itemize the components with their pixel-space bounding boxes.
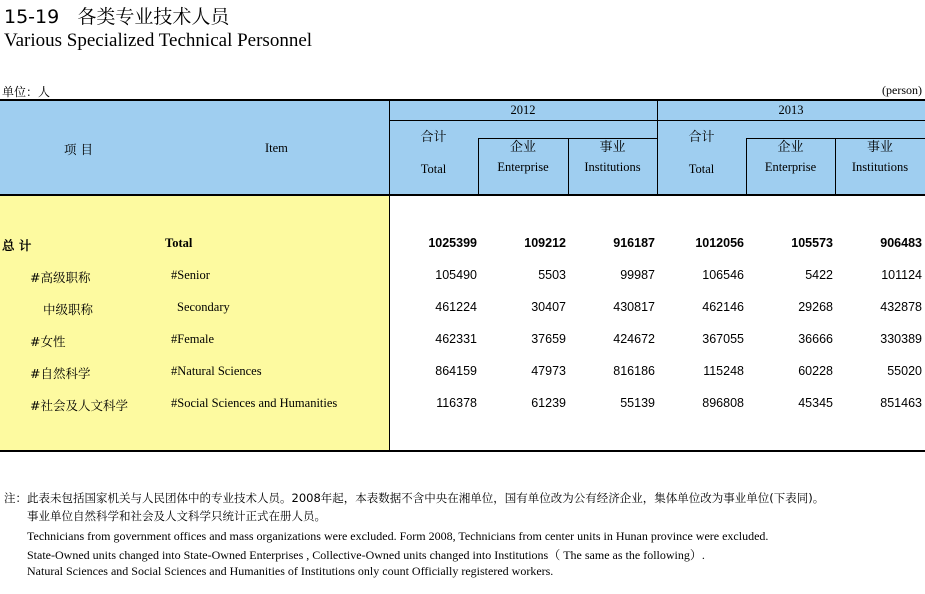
table-cell: 896808 [702, 396, 744, 410]
table-cell: 864159 [435, 364, 477, 378]
table-cell: 330389 [880, 332, 922, 346]
table-cell: 45345 [798, 396, 833, 410]
table-cell: 462331 [435, 332, 477, 346]
header-institutions-2013: 事业 Institutions [851, 140, 909, 174]
table-cell: 851463 [880, 396, 922, 410]
table-cell: 1025399 [428, 236, 477, 250]
header-enterprise-2013: 企业 Enterprise [764, 140, 817, 174]
table-cell: 430817 [613, 300, 655, 314]
table-cell: 55139 [620, 396, 655, 410]
header-institutions-2012: 事业 Institutions [584, 140, 641, 174]
table-cell: 432878 [880, 300, 922, 314]
table-cell: 424672 [613, 332, 655, 346]
header-bottom-rule [0, 194, 925, 196]
table-cell: 101124 [881, 268, 922, 282]
table-cell: 461224 [435, 300, 477, 314]
row-label-cn: #女性 [30, 334, 66, 349]
note-cn-line2: 事业单位自然科学和社会及人文科学只统计正式在册人员。 [27, 509, 326, 523]
note-en-line2: State-Owned units changed into State-Owned Enterprises , Collective-Owned units changed into Institutions（ The same as the following）. [27, 548, 705, 562]
row-label-en: Secondary [177, 300, 230, 314]
row-label-en: #Natural Sciences [171, 364, 262, 378]
table-cell: 106546 [702, 268, 744, 282]
table-cell: 61239 [531, 396, 566, 410]
table-cell: 105490 [435, 268, 477, 282]
row-label-en: #Social Sciences and Humanities [171, 396, 338, 410]
table-cell: 36666 [798, 332, 833, 346]
row-label-en: #Senior [171, 268, 210, 282]
table-cell: 109212 [524, 236, 566, 250]
table-cell: 367055 [702, 332, 744, 346]
title-cn-text: 各类专业技术人员 [77, 6, 230, 28]
table-cell: 37659 [531, 332, 566, 346]
header-enterprise-2012: 企业 Enterprise [497, 140, 549, 174]
table-cell: 916187 [613, 236, 655, 250]
note-en-line3: Natural Sciences and Social Sciences and Humanities of Institutions only count Officially registered workers. [27, 564, 554, 578]
table-cell: 816186 [613, 364, 655, 378]
unit-label: 单位：人 [2, 85, 51, 99]
item-header-en: Item [265, 141, 288, 155]
table-cell: 30407 [531, 300, 566, 314]
row-label-cn: 总 计 [2, 238, 32, 253]
table-bottom-rule [0, 450, 925, 452]
year-2012: 2012 [510, 103, 536, 117]
year-2013: 2013 [778, 103, 804, 117]
note-cn-line1: 注：此表未包括国家机关与人民团体中的专业技术人员。2008年起，本表数据不含中央在湘单位，国有单位改为公有经济企业，集体单位改为事业单位(下表同)。 [4, 491, 825, 505]
item-header-cn: 项 目 [64, 142, 93, 157]
row-label-cn: 中级职称 [43, 302, 94, 317]
page-title-en: Various Specialized Technical Personnel [4, 30, 313, 51]
header-total-2012: 合计 Total [420, 130, 447, 176]
table-cell: 47973 [531, 364, 566, 378]
table-cell: 55020 [887, 364, 922, 378]
table-cell: 1012056 [695, 236, 744, 250]
table-cell: 99987 [620, 268, 655, 282]
table-cell: 116378 [436, 396, 477, 410]
table-cell: 105573 [791, 236, 833, 250]
page-title-cn [4, 2, 229, 29]
table-code: 15-19 [4, 6, 60, 28]
unit-label-en: (person) [882, 83, 922, 97]
table-cell: 29268 [798, 300, 833, 314]
table-cell: 60228 [798, 364, 833, 378]
note-en-line1: Technicians from government offices and mass organizations were excluded. Form 2008, Technicians from center units in Hunan province were excluded. [27, 529, 769, 543]
table-top-rule [0, 99, 925, 101]
row-label-cn: #高级职称 [30, 270, 91, 285]
row-label-cn: #自然科学 [30, 366, 91, 381]
table-cell: 462146 [702, 300, 744, 314]
table-cell: 906483 [880, 236, 922, 250]
table-cell: 115248 [703, 364, 744, 378]
row-label-cn: #社会及人文科学 [30, 398, 128, 413]
table-cell: 5422 [805, 268, 833, 282]
row-label-en: Total [165, 236, 193, 250]
table-cell: 5503 [538, 268, 566, 282]
row-label-en: #Female [171, 332, 215, 346]
header-total-2013: 合计 Total [688, 130, 715, 176]
